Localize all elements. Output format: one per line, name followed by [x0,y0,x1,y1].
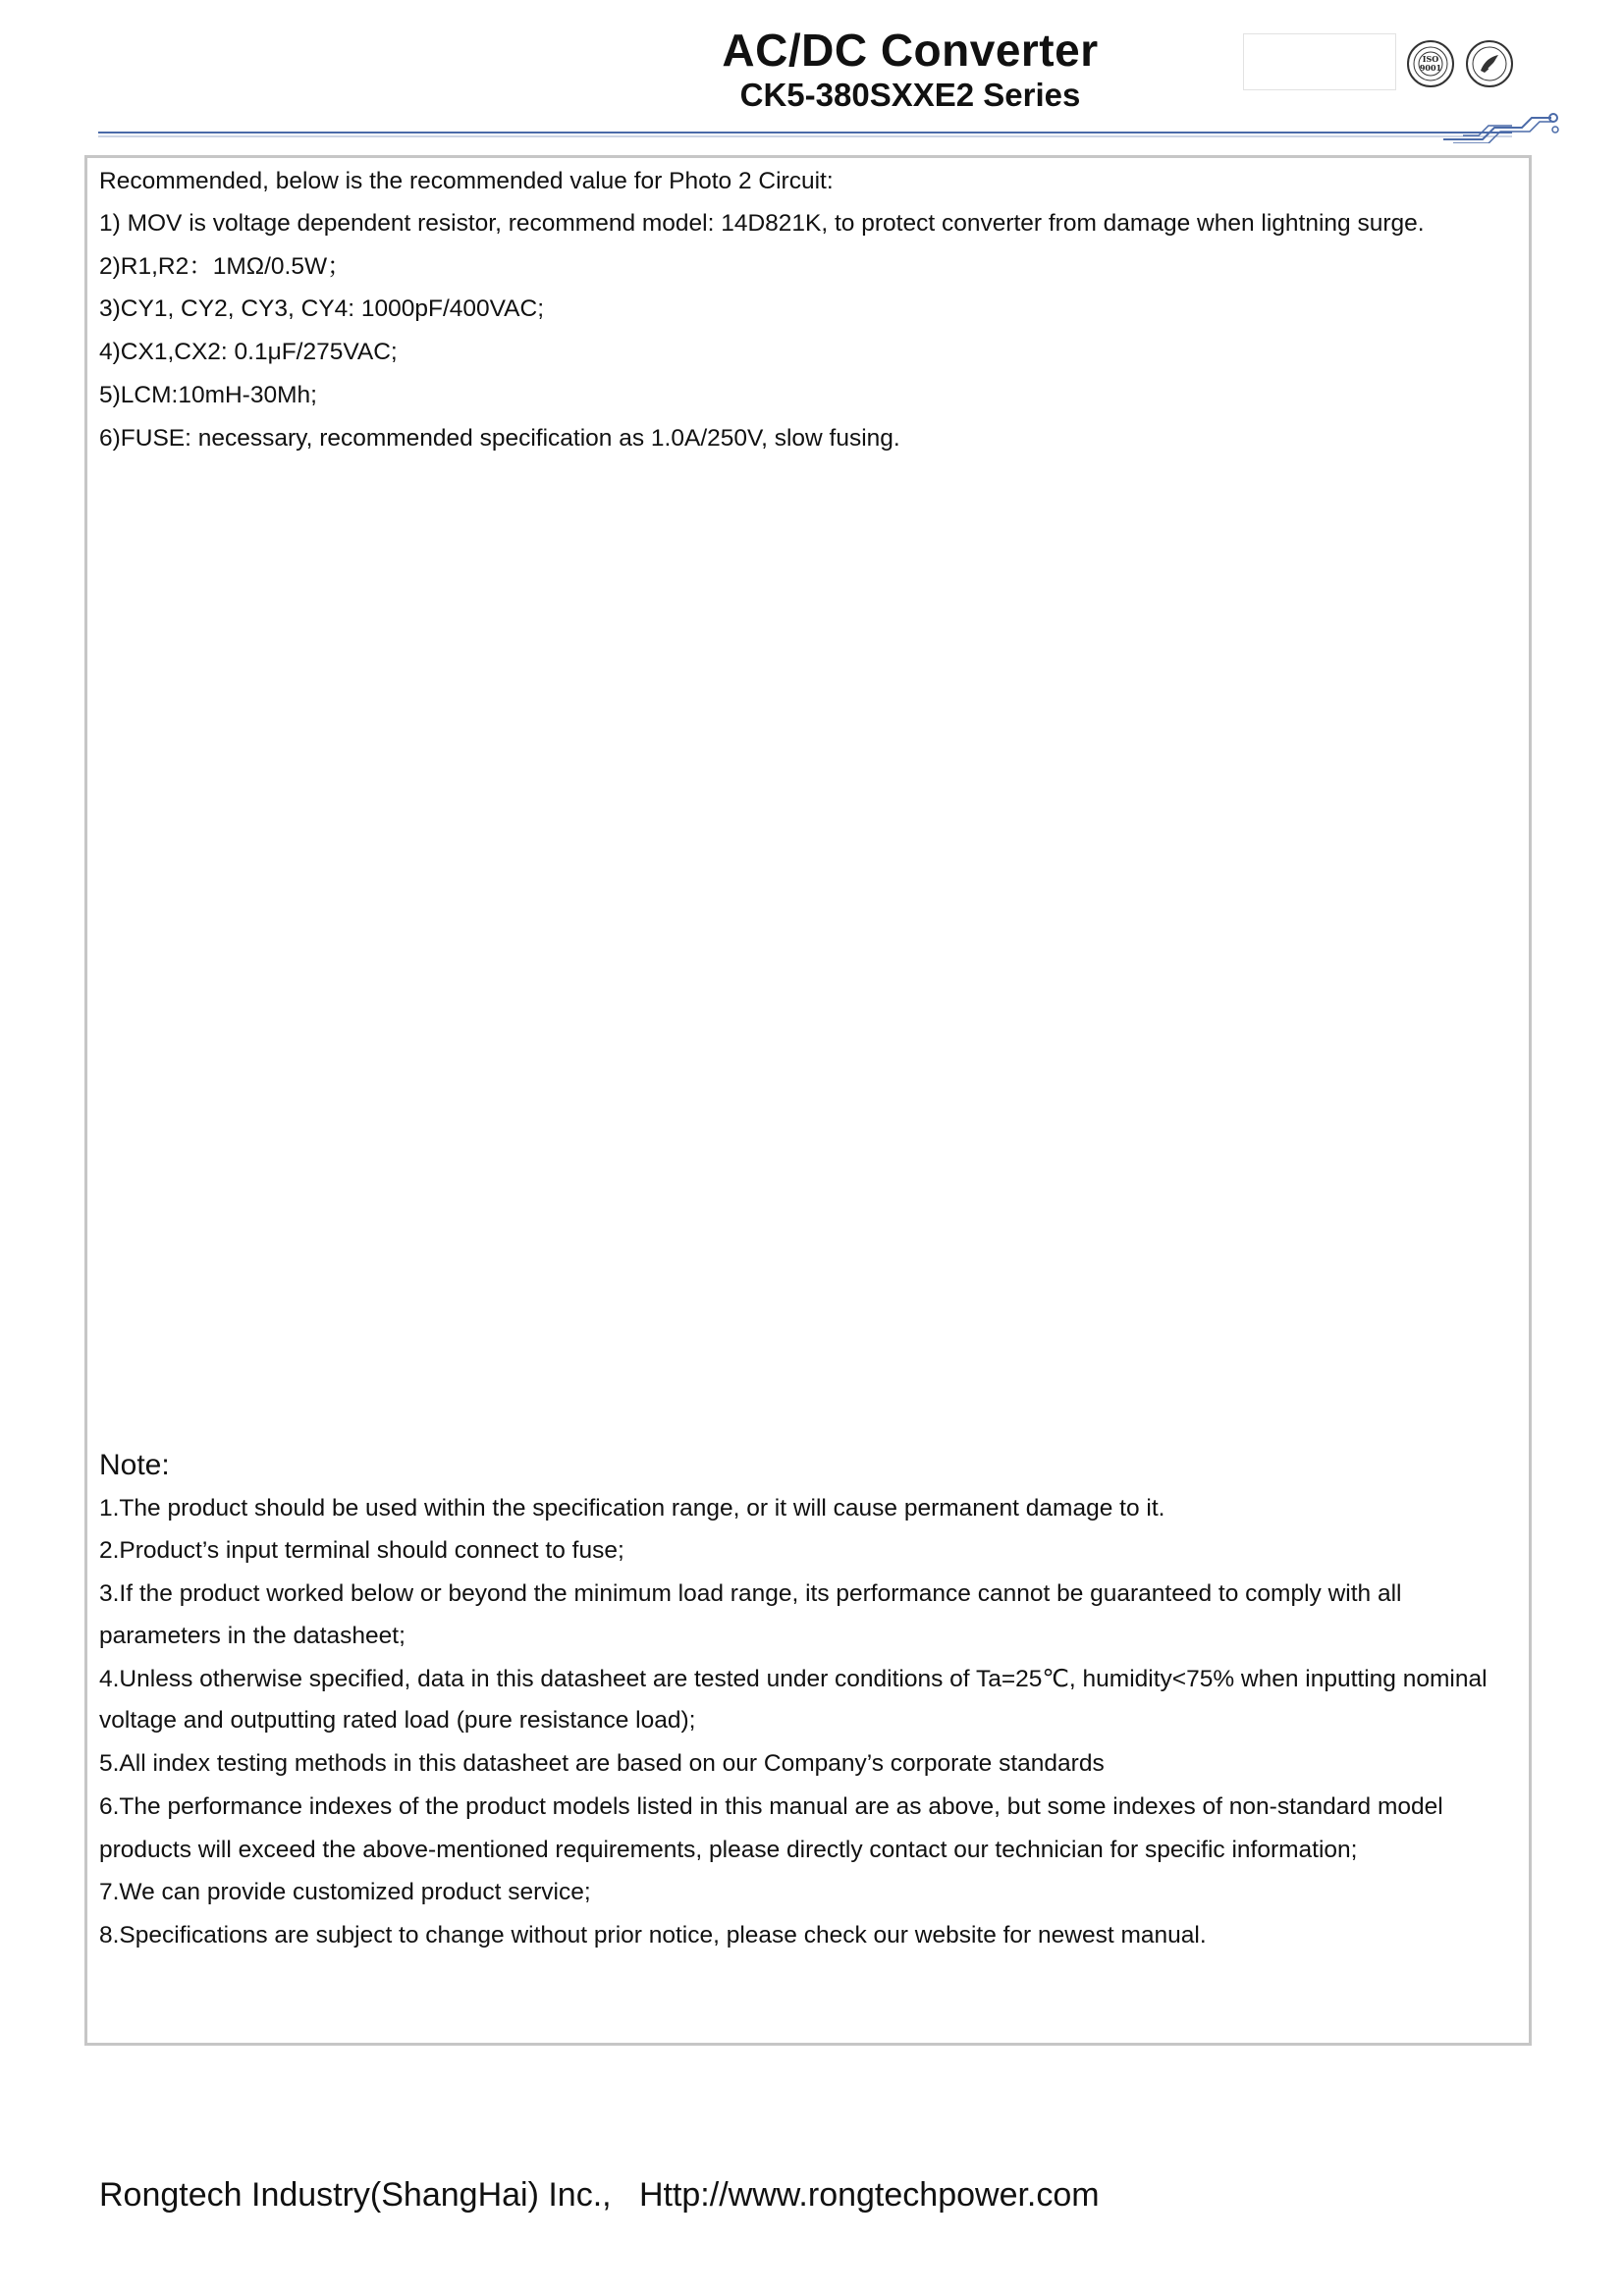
note-line: parameters in the datasheet; [99,1623,406,1649]
note-line: products will exceed the above-mentioned requirements, please directly contact our technician for specific information; [99,1837,1358,1863]
note-line: 4.Unless otherwise specified, data in this datasheet are tested under conditions of Ta=25℃, humidity<75% when inputting nominal [99,1666,1488,1692]
note-line: voltage and outputting rated load (pure resistance load); [99,1707,696,1734]
document-title: AC/DC Converter [722,25,1099,76]
recommendation-item: 6)FUSE: necessary, recommended specification as 1.0A/250V, slow fusing. [99,425,900,452]
note-line: 5.All index testing methods in this datasheet are based on our Company’s corporate standards [99,1750,1105,1777]
iso-certification-seal-icon [1406,39,1455,88]
series-title: CK5-380SXXE2 Series [739,77,1081,113]
recommendation-item: 1) MOV is voltage dependent resistor, recommend model: 14D821K, to protect converter from damage when lightning surge. [99,210,1425,237]
note-line: 7.We can provide customized product service; [99,1879,591,1905]
note-heading: Note: [99,1449,170,1481]
footer [99,2175,1100,2215]
certification-seal-icon [1465,39,1514,88]
recommendation-item: 4)CX1,CX2: 0.1μF/275VAC; [99,339,398,365]
header-divider [98,130,1512,139]
note-line: 6.The performance indexes of the product models listed in this manual are as above, but some indexes of non-standard model [99,1793,1443,1820]
footer-website-link[interactable]: Http://www.rongtechpower.com [638,2176,1100,2214]
circuit-trace-icon [1443,110,1563,143]
recommendation-item: 5)LCM:10mH-30Mh; [99,382,317,408]
recommendation-item: 2)R1,R2：1MΩ/0.5W； [99,253,352,280]
note-line: 8.Specifications are subject to change without prior notice, please check our website for newest manual. [99,1922,1207,1949]
note-line: 3.If the product worked below or beyond the minimum load range, its performance cannot be guaranteed to comply with all [99,1580,1402,1607]
logo-placeholder-box [1243,33,1396,90]
svg-text:ISO: ISO [1422,54,1439,64]
recommendation-intro: Recommended, below is the recommended value for Photo 2 Circuit: [99,168,834,194]
note-line: 2.Product’s input terminal should connect to fuse; [99,1537,624,1564]
note-line: 1.The product should be used within the specification range, or it will cause permanent damage to it. [99,1495,1165,1522]
svg-text:9001: 9001 [1419,63,1442,73]
footer-company: Rongtech Industry(ShangHai) Inc., [99,2176,612,2214]
recommendation-item: 3)CY1, CY2, CY3, CY4: 1000pF/400VAC; [99,295,545,322]
